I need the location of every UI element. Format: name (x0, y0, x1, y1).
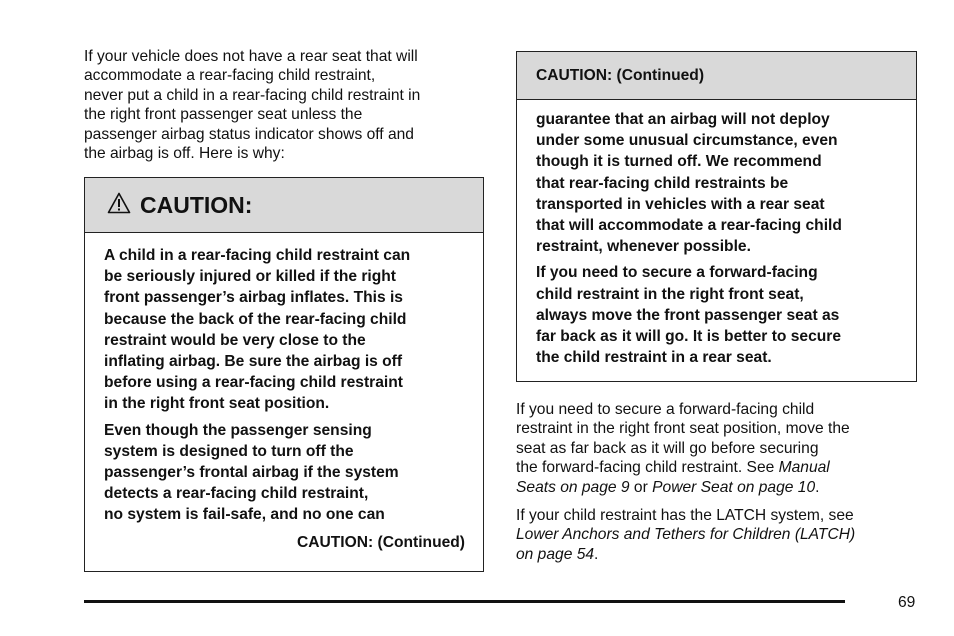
caution-continued-title: CAUTION: (Continued) (536, 67, 705, 84)
latch-reference-link[interactable]: Lower Anchors and Tethers for Children (LATCH) (516, 526, 856, 544)
caution-title: CAUTION: (140, 192, 253, 218)
caution-continued-box (516, 51, 917, 382)
manual-seats-reference-link[interactable]: Seats on page 9 (516, 478, 630, 496)
body-line: restraint in the right front seat position, move the (516, 420, 850, 438)
intro-line: If your vehicle does not have a rear seat that will (84, 48, 418, 65)
caution-line: front passenger’s airbag inflates. This is (104, 289, 403, 307)
caution-line: A child in a rear-facing child restraint can (104, 247, 411, 264)
caution-header (85, 178, 483, 233)
caution-line: always move the front passenger seat as (536, 306, 840, 324)
caution-line: passenger’s frontal airbag if the system (104, 464, 399, 482)
latch-reference-link[interactable]: on page 54 (516, 545, 595, 563)
caution-line: transported in vehicles with a rear seat (536, 195, 825, 213)
caution-line: no system is fail-safe, and no one can (104, 506, 385, 524)
body-line: seat as far back as it will go before securing (516, 439, 819, 457)
caution-paragraph (536, 262, 906, 368)
caution-line: restraint would be very close to the (104, 331, 366, 349)
body-paragraph (516, 506, 916, 564)
intro-line: passenger airbag status indicator shows off and (84, 125, 414, 143)
caution-line: far back as it will go. It is better to secure (536, 328, 842, 346)
caution-line: system is designed to turn off the (104, 442, 354, 460)
caution-paragraph (104, 245, 474, 415)
body-text: . (815, 478, 820, 496)
caution-line: though it is turned off. We recommend (536, 153, 822, 171)
caution-line: child restraint in the right front seat, (536, 285, 804, 303)
caution-continued-label: CAUTION: (Continued) (296, 534, 465, 551)
body-line (516, 545, 916, 564)
body-text: or (629, 478, 653, 496)
body-line (516, 525, 916, 544)
power-seat-reference-link[interactable]: Power Seat on page 10 (652, 478, 816, 496)
caution-line: Even though the passenger sensing (104, 421, 372, 439)
manual-seats-reference-link[interactable]: Manual (778, 459, 830, 477)
body-line (516, 458, 916, 477)
page-number: 69 (898, 594, 916, 611)
body-text: . (594, 545, 599, 563)
intro-line: the airbag is off. Here is why: (84, 145, 285, 163)
body-line (516, 478, 916, 497)
caution-line: the child restraint in a rear seat. (536, 349, 772, 367)
caution-paragraph (104, 420, 474, 526)
body-line: If you need to secure a forward-facing child (516, 401, 815, 418)
caution-line: restraint, whenever possible. (536, 238, 751, 256)
caution-line: guarantee that an airbag will not deploy (536, 111, 830, 128)
caution-line: because the back of the rear-facing child (104, 310, 407, 328)
body-paragraph (516, 400, 916, 497)
caution-line: be seriously injured or killed if the right (104, 268, 397, 286)
caution-box (84, 177, 484, 572)
caution-line: that rear-facing child restraints be (536, 174, 789, 192)
footer-rule (84, 600, 845, 603)
intro-line: never put a child in a rear-facing child restraint in (84, 86, 421, 104)
caution-line: If you need to secure a forward-facing (536, 264, 818, 282)
caution-line: before using a rear-facing child restraint (104, 374, 403, 392)
caution-line: in the right front seat position. (104, 395, 330, 413)
caution-line: inflating airbag. Be sure the airbag is off (104, 353, 403, 371)
intro-line: accommodate a rear-facing child restraint, (84, 67, 376, 85)
intro-line: the right front passenger seat unless the (84, 106, 363, 124)
warning-triangle-icon (107, 192, 131, 214)
caution-body (104, 245, 474, 531)
body-text-right (516, 400, 916, 573)
caution-continued-header (517, 52, 916, 100)
caution-continued-body (536, 109, 906, 373)
caution-line: detects a rear-facing child restraint, (104, 485, 369, 503)
body-line: If your child restraint has the LATCH system, see (516, 507, 854, 525)
caution-paragraph (536, 109, 906, 257)
caution-line: that will accommodate a rear-facing child (536, 217, 842, 235)
intro-paragraph (84, 47, 479, 163)
caution-line: under some unusual circumstance, even (536, 132, 838, 150)
body-text: the forward-facing child restraint. See (516, 459, 779, 477)
